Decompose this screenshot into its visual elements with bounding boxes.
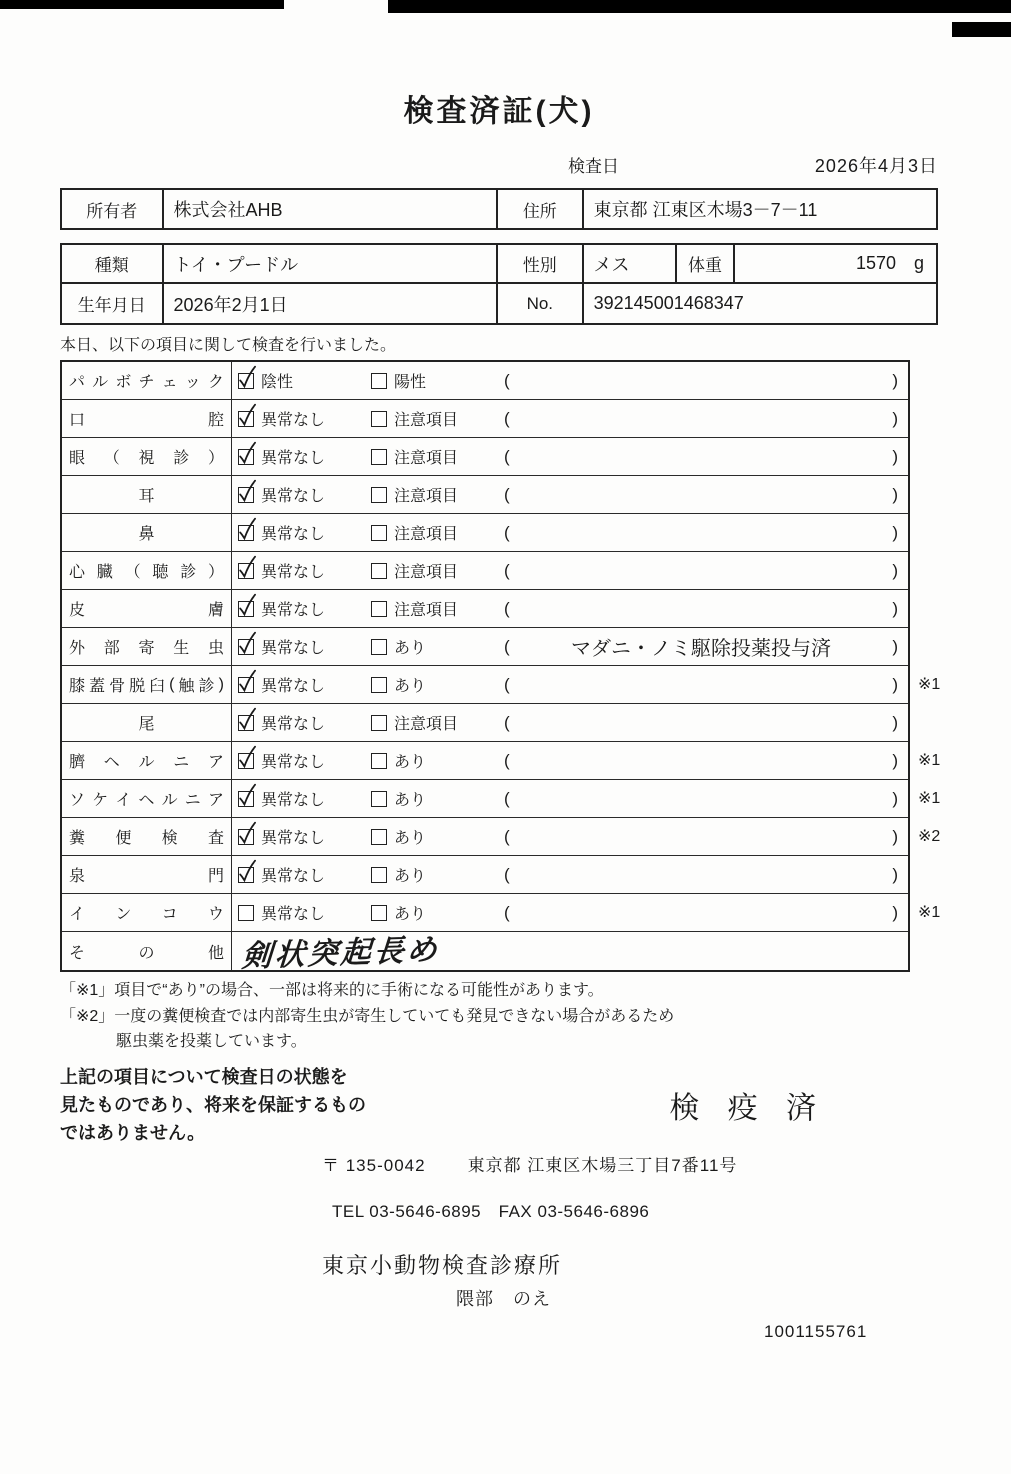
inspection-row-content: [232, 666, 908, 703]
remarks-parentheses: [504, 632, 908, 661]
paren-close: ): [892, 522, 898, 542]
inspection-item-label: イ ン コ ウ: [62, 894, 232, 931]
id-number-label: No.: [498, 284, 584, 323]
option-label: あり: [394, 830, 427, 847]
checkbox-checked: [238, 373, 254, 389]
option-1: [238, 483, 371, 506]
option-1: [238, 825, 371, 848]
paren-close: ): [892, 408, 898, 428]
option-1: [238, 369, 371, 392]
paren-open: (: [504, 750, 510, 770]
paren-close: ): [892, 370, 898, 390]
breed-value: トイ・プードル: [164, 245, 498, 282]
owner-row: [62, 190, 936, 228]
inspection-row: [62, 514, 908, 552]
paren-close: ): [892, 788, 898, 808]
owner-label: 所有者: [62, 190, 164, 228]
inspection-item-label: そ の 他: [62, 932, 232, 970]
inspection-row-content: [232, 894, 908, 931]
checkbox-empty: [371, 601, 387, 617]
option-label: 注意項目: [394, 602, 459, 619]
intro-text: 本日、以下の項目に関して検査を行いました。: [60, 337, 397, 354]
inspection-item-label: 外 部 寄 生 虫: [62, 628, 232, 665]
paren-close: ): [892, 712, 898, 732]
option-label: 注意項目: [394, 450, 459, 467]
remarks-parentheses: [504, 903, 908, 923]
option-2: [371, 521, 504, 544]
option-label: 異常なし: [261, 526, 326, 543]
remarks-parentheses: [504, 827, 908, 847]
inspection-item-label: 口 腔: [62, 400, 232, 437]
option-2: [371, 901, 504, 924]
bottom-block: [60, 1063, 938, 1147]
checkbox-checked: [238, 525, 254, 541]
option-1: [238, 711, 371, 734]
paren-close: ): [892, 636, 898, 656]
inspection-row-content: [232, 932, 908, 974]
inspection-section: [60, 360, 941, 974]
inspection-row: [62, 362, 908, 400]
inspection-row-content: [232, 628, 908, 665]
inspection-row-content: [232, 362, 908, 399]
weight-value: 1570: [855, 253, 896, 273]
remarks-parentheses: [504, 561, 908, 581]
remarks-parentheses: [504, 789, 908, 809]
owner-value: 株式会社AHB: [164, 190, 498, 228]
checkbox-checked: [238, 601, 254, 617]
paren-close: ): [892, 560, 898, 580]
inspection-row-content: [232, 476, 908, 513]
paren-open: (: [504, 788, 510, 808]
inspection-date-label: 検査日: [568, 157, 619, 176]
owner-table: [60, 188, 938, 230]
option-2: [371, 369, 504, 392]
checkbox-checked: [238, 829, 254, 845]
paren-close: ): [892, 826, 898, 846]
option-1: [238, 445, 371, 468]
option-label: 異常なし: [261, 754, 326, 771]
checkbox-checked: [238, 715, 254, 731]
checkbox-checked: [238, 563, 254, 579]
option-2: [371, 825, 504, 848]
option-label: 注意項目: [394, 488, 459, 505]
inspection-item-label: パ ル ボ チ ェ ッ ク: [62, 362, 232, 399]
option-label: 注意項目: [394, 716, 459, 733]
disclaimer: [60, 1063, 490, 1147]
checkbox-empty: [371, 905, 387, 921]
paren-open: (: [504, 560, 510, 580]
clinic-address: 東京都 江東区木場三丁目7番11号: [467, 1156, 738, 1175]
birthdate-value: 2026年2月1日: [164, 284, 498, 323]
option-1: [238, 901, 371, 924]
remarks-text: マダニ・ノミ駆除投薬投与済: [571, 638, 831, 660]
option-1: [238, 863, 371, 886]
checkbox-checked: [238, 867, 254, 883]
sex-label: 性別: [498, 245, 584, 282]
option-label: 異常なし: [261, 412, 326, 429]
inspection-row: [62, 476, 908, 514]
inspection-row-content: [232, 704, 908, 741]
option-2: [371, 711, 504, 734]
pet-row-1: [62, 245, 936, 284]
option-label: あり: [394, 868, 427, 885]
option-2: [371, 635, 504, 658]
pet-table: [60, 243, 938, 325]
handwritten-note: 剣状突起長め: [240, 933, 441, 974]
paren-open: (: [504, 370, 510, 390]
option-label: 異常なし: [261, 830, 326, 847]
inspection-item-label: 尾: [62, 704, 232, 741]
paren-open: (: [504, 446, 510, 466]
remarks-parentheses: [504, 447, 908, 467]
remarks-parentheses: [504, 409, 908, 429]
inspection-row: [62, 856, 908, 894]
checkbox-empty: [371, 487, 387, 503]
inspection-item-label: 糞 便 検 査: [62, 818, 232, 855]
clinic-name: 東京小動物検査診療所: [322, 1253, 563, 1278]
scan-artifact: [952, 22, 1011, 37]
option-2: [371, 749, 504, 772]
paren-open: (: [504, 484, 510, 504]
checkbox-empty: [371, 791, 387, 807]
option-1: [238, 673, 371, 696]
option-1: [238, 597, 371, 620]
footnote-2-continued: 駆虫薬を投薬しています。: [116, 1033, 307, 1050]
breed-label: 種類: [62, 245, 164, 282]
scan-artifact: [388, 0, 1011, 13]
checkbox-empty: [371, 525, 387, 541]
option-label: あり: [394, 906, 427, 923]
footnotes: [60, 978, 938, 1054]
checkbox-checked: [238, 449, 254, 465]
paren-open: (: [504, 826, 510, 846]
paren-close: ): [892, 484, 898, 504]
option-2: [371, 407, 504, 430]
remarks-parentheses: [504, 713, 908, 733]
weight-unit: g: [914, 253, 925, 273]
inspection-row: [62, 742, 908, 780]
remarks-parentheses: [504, 675, 908, 695]
option-1: [238, 749, 371, 772]
quarantine-stamp: 検 疫 済: [669, 1092, 826, 1125]
weight-label: 体重: [677, 245, 735, 282]
remarks-parentheses: [504, 485, 908, 505]
inspection-table: [60, 360, 910, 972]
option-label: 異常なし: [261, 602, 326, 619]
footnote-mark: ※1: [918, 904, 941, 921]
pet-row-2: [62, 284, 936, 323]
checkbox-checked: [238, 487, 254, 503]
inspection-item-label: 皮 膚: [62, 590, 232, 627]
option-1: [238, 521, 371, 544]
inspection-row-content: [232, 856, 908, 893]
option-label: 異常なし: [261, 792, 326, 809]
postal-code: 〒 135-0042: [322, 1156, 426, 1175]
inspection-row: [62, 780, 908, 818]
inspection-item-label: 膝 蓋 骨 脱 臼 ( 触 診 ): [62, 666, 232, 703]
inspection-row: [62, 666, 908, 704]
remarks-parentheses: [504, 865, 908, 885]
inspection-item-label: 臍 ヘ ル ニ ア: [62, 742, 232, 779]
checkbox-empty: [371, 411, 387, 427]
disclaimer-line: 上記の項目について検査日の状態を: [60, 1067, 348, 1087]
option-label: 異常なし: [261, 488, 326, 505]
paren-open: (: [504, 902, 510, 922]
paren-open: (: [504, 408, 510, 428]
option-label: あり: [394, 754, 427, 771]
checkbox-empty: [371, 639, 387, 655]
examiner-name: 隈部 のえ: [456, 1289, 551, 1309]
option-label: 注意項目: [394, 526, 459, 543]
option-2: [371, 559, 504, 582]
option-1: [238, 787, 371, 810]
option-label: 異常なし: [261, 906, 326, 923]
checkbox-empty: [371, 449, 387, 465]
option-label: 陽性: [394, 374, 427, 391]
checkbox-empty: [371, 867, 387, 883]
checkbox-empty: [371, 563, 387, 579]
address-value: 東京都 江東区木場3－7－11: [593, 200, 818, 220]
option-2: [371, 483, 504, 506]
paren-open: (: [504, 636, 510, 656]
option-2: [371, 445, 504, 468]
scan-artifact: [0, 0, 284, 9]
option-label: あり: [394, 792, 427, 809]
serial-number: 1001155761: [764, 1322, 868, 1341]
inspection-row: [62, 704, 908, 742]
checkbox-checked: [238, 677, 254, 693]
option-label: 異常なし: [261, 868, 326, 885]
option-1: [238, 635, 371, 658]
checkbox-checked: [238, 753, 254, 769]
remarks-parentheses: [504, 751, 908, 771]
inspection-row-content: [232, 400, 908, 437]
footnote-mark: ※2: [918, 828, 941, 845]
option-label: 異常なし: [261, 640, 326, 657]
option-2: [371, 673, 504, 696]
option-1: [238, 407, 371, 430]
inspection-row-content: [232, 780, 908, 817]
inspection-row: [62, 400, 908, 438]
tel-fax-line: TEL 03-5646-6895 FAX 03-5646-6896: [332, 1202, 650, 1221]
remarks-parentheses: [504, 599, 908, 619]
option-label: あり: [394, 678, 427, 695]
option-label: あり: [394, 640, 427, 657]
checkbox-checked: [238, 639, 254, 655]
paren-close: ): [892, 598, 898, 618]
disclaimer-line: ではありません。: [60, 1123, 206, 1143]
sex-value: メス: [584, 245, 678, 282]
option-label: 異常なし: [261, 716, 326, 733]
address-label: 住所: [498, 190, 584, 228]
option-label: 異常なし: [261, 678, 326, 695]
option-2: [371, 863, 504, 886]
footnote-mark: ※1: [918, 676, 941, 693]
disclaimer-line: 見たものであり、将来を保証するもの: [60, 1095, 366, 1115]
paren-close: ): [892, 864, 898, 884]
paren-close: ): [892, 674, 898, 694]
checkbox-checked: [238, 411, 254, 427]
inspection-item-label: 心 臓 （ 聴 診 ）: [62, 552, 232, 589]
option-1: [238, 559, 371, 582]
inspection-row-content: [232, 438, 908, 475]
paren-close: ): [892, 750, 898, 770]
footnote-mark: ※1: [918, 752, 941, 769]
inspection-row: [62, 628, 908, 666]
paren-close: ): [892, 902, 898, 922]
inspection-item-label: ソ ケ イ ヘ ル ニ ア: [62, 780, 232, 817]
postal-address-line: [322, 1151, 938, 1176]
inspection-row-content: [232, 590, 908, 627]
checkbox-empty: [371, 373, 387, 389]
inspection-item-label: 眼 （ 視 診 ）: [62, 438, 232, 475]
document-body: [60, 86, 941, 1342]
checkbox-empty: [371, 715, 387, 731]
birthdate-label: 生年月日: [62, 284, 164, 323]
paren-open: (: [504, 864, 510, 884]
paren-open: (: [504, 522, 510, 542]
checkbox-empty: [238, 905, 254, 921]
inspection-item-label: 泉 門: [62, 856, 232, 893]
checkbox-empty: [371, 677, 387, 693]
remarks-parentheses: [504, 371, 908, 391]
option-label: 陰性: [261, 374, 294, 391]
footnote-2: 「※2」一度の糞便検査では内部寄生虫が寄生していても発見できない場合があるため: [60, 1008, 675, 1025]
inspection-row-content: [232, 552, 908, 589]
option-label: 異常なし: [261, 450, 326, 467]
weight-cell: [735, 245, 936, 282]
checkbox-checked: [238, 791, 254, 807]
footnote-1: 「※1」項目で“あり”の場合、一部は将来的に手術になる可能性があります。: [60, 982, 604, 999]
inspection-row: [62, 818, 908, 856]
inspection-row: [62, 438, 908, 476]
option-label: 注意項目: [394, 412, 459, 429]
id-number-value: 392145001468347: [593, 293, 744, 313]
inspection-row-content: [232, 818, 908, 855]
inspection-row-content: [232, 742, 908, 779]
checkbox-empty: [371, 829, 387, 845]
inspection-row: [62, 590, 908, 628]
remarks-parentheses: [504, 523, 908, 543]
inspection-date-row: [60, 152, 938, 178]
option-label: 注意項目: [394, 564, 459, 581]
paren-open: (: [504, 712, 510, 732]
inspection-row: [62, 894, 908, 932]
inspection-item-label: 耳: [62, 476, 232, 513]
inspection-item-label: 鼻: [62, 514, 232, 551]
inspection-row: [62, 932, 908, 974]
footnote-mark: ※1: [918, 790, 941, 807]
checkbox-empty: [371, 753, 387, 769]
document-title: 検査済証(犬): [403, 95, 595, 128]
inspection-row: [62, 552, 908, 590]
paren-open: (: [504, 674, 510, 694]
inspection-date-value: 2026年4月3日: [814, 156, 938, 176]
option-2: [371, 787, 504, 810]
paren-open: (: [504, 598, 510, 618]
paren-close: ): [892, 446, 898, 466]
inspection-row-content: [232, 514, 908, 551]
option-2: [371, 597, 504, 620]
option-label: 異常なし: [261, 564, 326, 581]
